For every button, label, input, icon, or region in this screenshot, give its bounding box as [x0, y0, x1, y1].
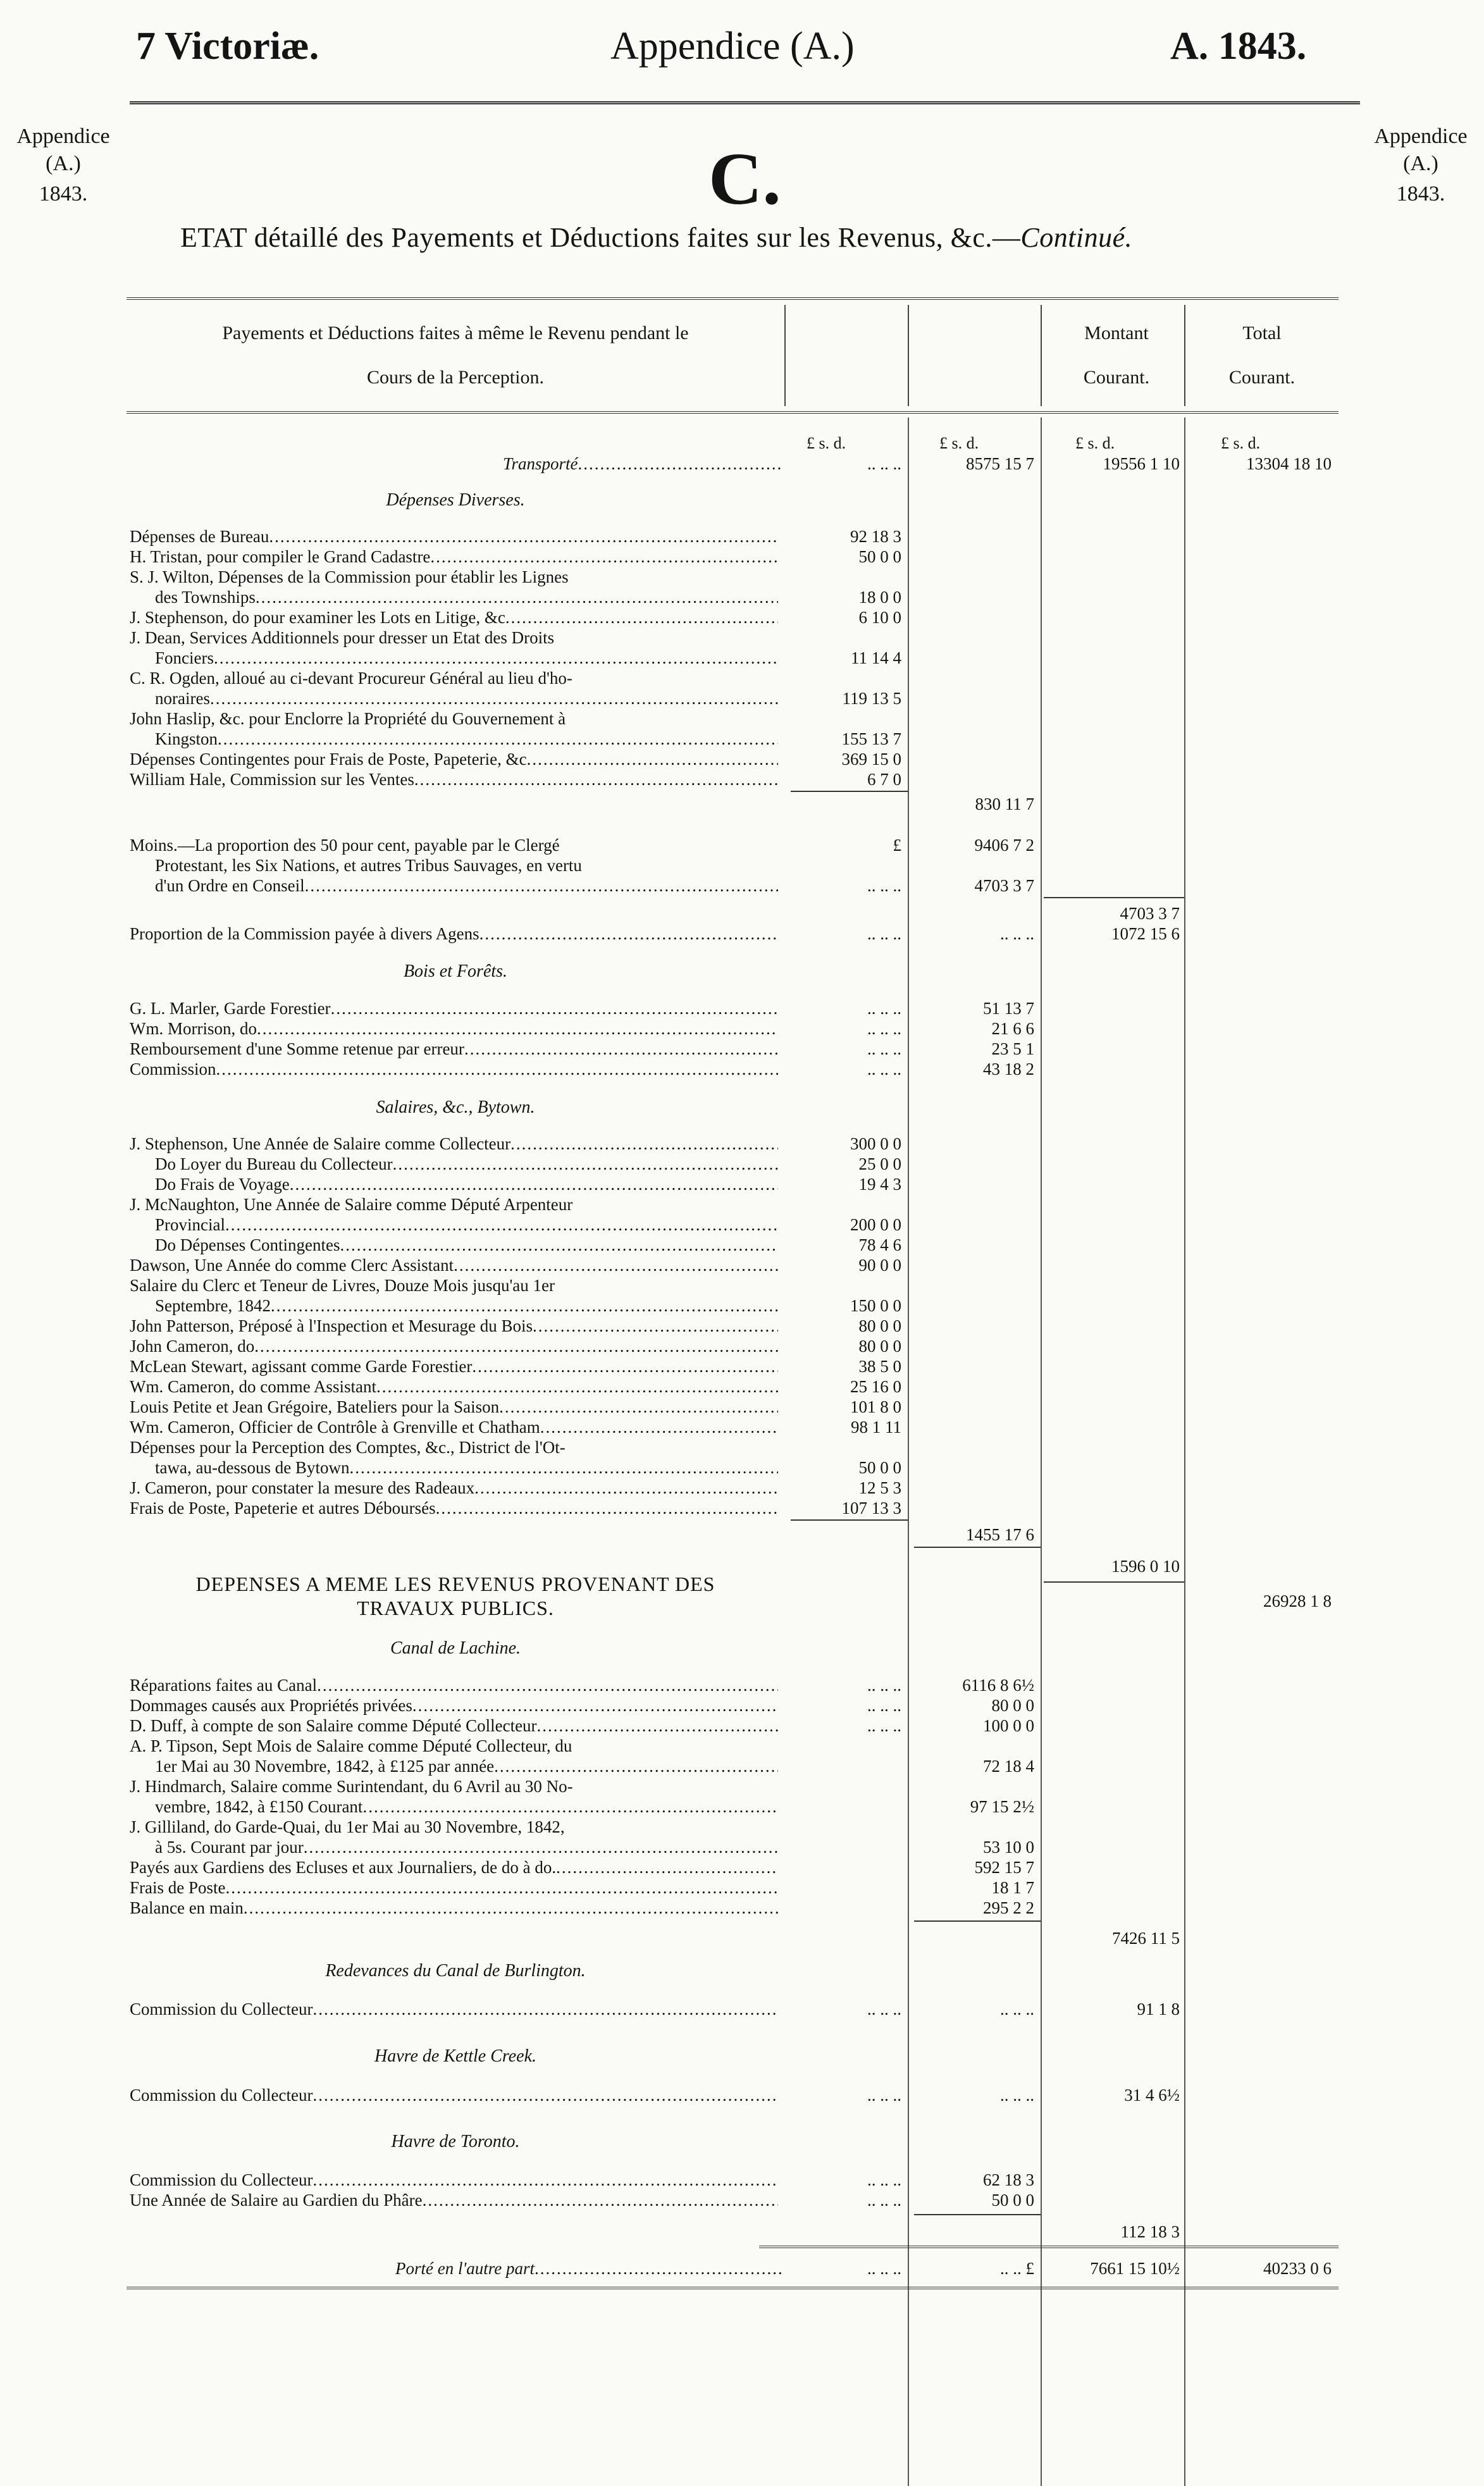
cell-c3: 1072 15 6 [1111, 924, 1180, 943]
cell-c1: 6 7 0 [867, 770, 901, 789]
row-label: Commission du Collecteur [130, 2170, 313, 2189]
row-label: William Hale, Commission sur les Ventes [130, 770, 414, 789]
row-label: Do Loyer du Bureau du Collecteur [155, 1154, 393, 1173]
header-total [1189, 311, 1335, 400]
column-separator [1184, 417, 1185, 2486]
header-session: 7 Victoriæ. [136, 25, 319, 68]
cell-c2: 100 0 0 [983, 1716, 1034, 1735]
row-label: Salaire du Clerc et Teneur de Livres, Douze Mois jusqu'au 1er [130, 1276, 555, 1295]
cell-c1: 6 10 0 [858, 608, 901, 627]
cell-c2: 43 18 2 [983, 1060, 1034, 1079]
cell-c1: 11 14 4 [851, 648, 901, 667]
cell-c2: 23 5 1 [991, 1039, 1034, 1058]
column-separator [908, 417, 909, 2486]
cell-c3: 31 4 6½ [1124, 2086, 1180, 2105]
row-label: Kingston [155, 729, 218, 748]
margin-appendice: Appendice [1374, 125, 1468, 148]
cell-c1: .. .. .. [867, 1019, 901, 1038]
row-label: S. J. Wilton, Dépenses de la Commission pour établir les Lignes [130, 567, 569, 586]
cell-c3: 7426 11 5 [1112, 1929, 1180, 1948]
cell-c2: .. .. .. [1000, 2086, 1034, 2105]
header-separator [784, 305, 786, 406]
row-label: Septembre, 1842 [155, 1296, 271, 1315]
row-label: Porté en l'autre part [395, 2259, 535, 2278]
row-label: vembre, 1842, à £150 Courant [155, 1797, 363, 1816]
cell-c1: .. .. .. [867, 1060, 901, 1079]
unit-label: £ s. d. [807, 434, 846, 452]
row-label: Wm. Cameron, Officier de Contrôle à Grenville et Chatham [130, 1418, 540, 1437]
cell-c1: 25 16 0 [850, 1377, 901, 1396]
cell-c4: 26928 1 8 [1263, 1592, 1332, 1611]
subtotal-rule [914, 2214, 1041, 2215]
section-heading: Dépenses Diverses. [386, 490, 525, 510]
row-label: Protestant, les Six Nations, et autres Tribus Sauvages, en vertu [155, 856, 582, 875]
section-heading: Redevances du Canal de Burlington. [325, 1961, 586, 1981]
cell-c2: .. .. .. [1000, 924, 1034, 943]
row-label: d'un Ordre en Conseil [155, 876, 305, 895]
cell-c1: 92 18 3 [850, 527, 901, 546]
section-letter: C. [708, 137, 781, 220]
section-heading: Salaires, &c., Bytown. [376, 1098, 535, 1117]
row-label: C. R. Ogden, alloué au ci-devant Procureur Général au lieu d'ho- [130, 669, 572, 688]
margin-note-right [1357, 123, 1484, 208]
row-label: McLean Stewart, agissant comme Garde Forestier [130, 1357, 473, 1376]
cell-c2: 9406 7 2 [974, 836, 1034, 855]
cell-c2: 72 18 4 [983, 1757, 1034, 1776]
row-label: G. L. Marler, Garde Forestier [130, 999, 331, 1018]
cell-c1: 200 0 0 [850, 1215, 901, 1234]
cell-c1: .. .. .. [867, 2086, 901, 2105]
cell-c1: .. .. .. [867, 1696, 901, 1715]
cell-c1: 50 0 0 [858, 547, 901, 566]
cell-c2: 53 10 0 [983, 1838, 1034, 1857]
row-label: Do Dépenses Contingentes [155, 1235, 340, 1254]
header-separator [1184, 305, 1185, 406]
header-bottom-rule [127, 411, 1339, 414]
cell-c1: 12 5 3 [858, 1478, 901, 1497]
cell-c1: .. .. .. [867, 2170, 901, 2189]
caption-line: TRAVAUX PUBLICS. [357, 1597, 554, 1619]
row-label: J. Stephenson, Une Année de Salaire comme Collecteur [130, 1134, 511, 1153]
header-montant-line1: Montant [1084, 323, 1149, 343]
row-label: tawa, au-dessous de Bytown [155, 1458, 350, 1477]
row-label: Transporté [503, 454, 578, 473]
table-bottom-rule [127, 2287, 1339, 2289]
margin-year: 1843. [1396, 182, 1445, 206]
subtotal-rule [914, 1920, 1041, 1922]
row-label: Dépenses Contingentes pour Frais de Poste, Papeterie, &c [130, 750, 527, 769]
unit-label: £ s. d. [1075, 434, 1115, 452]
cell-c1: 25 0 0 [858, 1154, 901, 1173]
table-top-rule [127, 297, 1339, 300]
cell-c3: 91 1 8 [1137, 2000, 1180, 2019]
cell-c2: 62 18 3 [983, 2170, 1034, 2189]
row-label: Wm. Morrison, do [130, 1019, 257, 1038]
cell-c3: 19556 1 10 [1103, 454, 1180, 473]
cell-c1: 19 4 3 [858, 1175, 901, 1194]
cell-c1: 50 0 0 [858, 1458, 901, 1477]
row-label: Payés aux Gardiens des Ecluses et aux Journaliers, de do à do. [130, 1858, 557, 1877]
cell-c1: 150 0 0 [850, 1296, 901, 1315]
cell-c1: .. .. .. [867, 2259, 901, 2278]
margin-letter: (A.) [46, 151, 81, 175]
row-label: J. Cameron, pour constater la mesure des Radeaux [130, 1478, 475, 1497]
header-rule [130, 101, 1360, 104]
cell-c2: 295 2 2 [983, 1898, 1034, 1917]
row-label: J. Stephenson, do pour examiner les Lots en Litige, &c [130, 608, 505, 627]
cell-c2: 18 1 7 [991, 1878, 1034, 1897]
row-label: D. Duff, à compte de son Salaire comme Député Collecteur [130, 1716, 537, 1735]
subtotal-rule [1044, 1581, 1184, 1583]
cell-c2: 21 6 6 [991, 1019, 1034, 1038]
cell-c3: 7661 15 10½ [1090, 2259, 1180, 2278]
header-description [127, 311, 784, 400]
cell-c1: 90 0 0 [858, 1256, 901, 1275]
cell-c3: 112 18 3 [1120, 2222, 1180, 2241]
margin-note-left [0, 123, 127, 208]
header-separator [908, 305, 909, 406]
header-description-line2: Cours de la Perception. [367, 367, 544, 388]
cell-c1: .. .. .. [867, 1716, 901, 1735]
cell-c1: 18 0 0 [858, 588, 901, 607]
page-title [180, 221, 1132, 254]
total-rule [759, 2246, 1339, 2248]
row-label: Dépenses de Bureau [130, 527, 269, 546]
row-label: Balance en main [130, 1898, 244, 1917]
cell-c1: 98 1 11 [851, 1418, 901, 1437]
subtotal-rule [791, 1519, 908, 1521]
header-total-line1: Total [1242, 323, 1282, 343]
cell-c1: 107 13 3 [841, 1499, 901, 1518]
title-main: ETAT détaillé des Payements et Déductions faites sur les Revenus, &c.— [180, 222, 1021, 253]
cell-c1: 78 4 6 [858, 1235, 901, 1254]
row-label: Réparations faites au Canal [130, 1676, 318, 1695]
cell-c1: .. .. .. [867, 999, 901, 1018]
cell-c2: 97 15 2½ [970, 1797, 1034, 1816]
unit-label: £ s. d. [939, 434, 979, 452]
cell-c1: .. .. .. [867, 2191, 901, 2210]
row-label: Proportion de la Commission payée à divers Agens [130, 924, 479, 943]
header-separator [1041, 305, 1042, 406]
row-label: des Townships [155, 588, 256, 607]
cell-pound-sign: £ [893, 836, 901, 855]
row-label: Commission du Collecteur [130, 2086, 313, 2105]
cell-c4: 13304 18 10 [1246, 454, 1332, 473]
subtotal-rule [1044, 897, 1184, 898]
row-label: Dommages causés aux Propriétés privées [130, 1696, 412, 1715]
row-label: Frais de Poste [130, 1878, 226, 1897]
row-label: Louis Petite et Jean Grégoire, Bateliers pour la Saison [130, 1397, 500, 1416]
header-montant [1050, 311, 1183, 400]
section-heading: Bois et Forêts. [403, 962, 508, 981]
unit-label: £ s. d. [1221, 434, 1261, 452]
cell-c3: 4703 3 7 [1120, 904, 1180, 923]
row-label: Une Année de Salaire au Gardien du Phâre [130, 2191, 423, 2210]
cell-c1: 80 0 0 [858, 1316, 901, 1335]
row-label: John Haslip, &c. pour Enclorre la Propriété du Gouvernement à [130, 709, 566, 728]
margin-year: 1843. [39, 182, 88, 206]
title-continued: Continué. [1020, 222, 1133, 253]
row-label: Wm. Cameron, do comme Assistant [130, 1377, 376, 1396]
subtotal-rule [914, 1547, 1041, 1548]
cell-c1: 369 15 0 [841, 750, 901, 769]
cell-c1: .. .. .. [867, 924, 901, 943]
row-label: à 5s. Courant par jour [155, 1838, 304, 1857]
caption-line: DEPENSES A MEME LES REVENUS PROVENANT DES [195, 1573, 715, 1595]
cell-c2: .. .. £ [1000, 2259, 1034, 2278]
cell-c2: 830 11 7 [975, 795, 1034, 813]
column-separator [1041, 417, 1042, 2486]
margin-letter: (A.) [1403, 151, 1438, 175]
cell-c1: 38 5 0 [858, 1357, 901, 1376]
row-label: Dawson, Une Année do comme Clerc Assistant [130, 1256, 454, 1275]
table-header [127, 305, 1339, 406]
row-label: Provincial [155, 1215, 225, 1234]
cell-c1: 155 13 7 [841, 729, 901, 748]
row-label: Moins.—La proportion des 50 pour cent, payable par le Clergé [130, 836, 560, 855]
cell-c2: 8575 15 7 [966, 454, 1034, 473]
section-heading: Canal de Lachine. [390, 1638, 521, 1658]
cell-c1: 119 13 5 [842, 689, 901, 708]
section-heading: Havre de Toronto. [391, 2132, 520, 2151]
row-label: Frais de Poste, Papeterie et autres Déboursés [130, 1499, 436, 1518]
cell-c2: 4703 3 7 [974, 876, 1034, 895]
section-caption [127, 1572, 784, 1620]
cell-c3: 1596 0 10 [1111, 1557, 1180, 1576]
cell-c1: .. .. .. [867, 2000, 901, 2019]
row-label: J. Hindmarch, Salaire comme Surintendant, du 6 Avril au 30 No- [130, 1777, 573, 1796]
cell-c1: 300 0 0 [850, 1134, 901, 1153]
cell-c2: 80 0 0 [991, 1696, 1034, 1715]
row-label: John Patterson, Préposé à l'Inspection et Mesurage du Bois [130, 1316, 533, 1335]
cell-c1: 101 8 0 [850, 1397, 901, 1416]
margin-appendice: Appendice [16, 125, 110, 148]
row-label: Remboursement d'une Somme retenue par erreur [130, 1039, 464, 1058]
row-label: Commission du Collecteur [130, 2000, 313, 2019]
cell-c2: 6116 8 6½ [962, 1676, 1034, 1695]
section-heading: Havre de Kettle Creek. [374, 2046, 537, 2066]
cell-c2: 592 15 7 [974, 1858, 1034, 1877]
cell-c2: .. .. .. [1000, 2000, 1034, 2019]
row-label: J. Gilliland, do Garde-Quai, du 1er Mai au 30 Novembre, 1842, [130, 1817, 565, 1836]
row-label: A. P. Tipson, Sept Mois de Salaire comme Député Collecteur, du [130, 1736, 572, 1755]
header-appendix: Appendice (A.) [610, 25, 855, 68]
cell-c1: .. .. .. [867, 1676, 901, 1695]
cell-c2: 51 13 7 [983, 999, 1034, 1018]
cell-c1: .. .. .. [867, 876, 901, 895]
row-label: H. Tristan, pour compiler le Grand Cadastre [130, 547, 431, 566]
row-label: Do Frais de Voyage [155, 1175, 290, 1194]
cell-c1: 80 0 0 [858, 1337, 901, 1356]
row-label: J. McNaughton, Une Année de Salaire comme Député Arpenteur [130, 1195, 573, 1214]
cell-c1: .. .. .. [867, 454, 901, 473]
header-montant-line2: Courant. [1083, 367, 1150, 388]
row-label: noraires [155, 689, 210, 708]
row-label: Commission [130, 1060, 216, 1079]
header-description-line1: Payements et Déductions faites à même le Revenu pendant le [222, 323, 689, 343]
header-year: A. 1843. [1170, 25, 1307, 68]
row-label: J. Dean, Services Additionnels pour dresser un Etat des Droits [130, 628, 555, 647]
row-label: Fonciers [155, 648, 214, 667]
cell-c2: 50 0 0 [991, 2191, 1034, 2210]
cell-c4: 40233 0 6 [1263, 2259, 1332, 2278]
row-label: Dépenses pour la Perception des Comptes, &c., District de l'Ot- [130, 1438, 566, 1457]
subtotal-rule [791, 791, 908, 792]
header-total-line2: Courant. [1228, 367, 1295, 388]
row-label: John Cameron, do [130, 1337, 255, 1356]
row-label: 1er Mai au 30 Novembre, 1842, à £125 par année [155, 1757, 495, 1776]
cell-c2: 1455 17 6 [966, 1525, 1034, 1544]
cell-c1: .. .. .. [867, 1039, 901, 1058]
